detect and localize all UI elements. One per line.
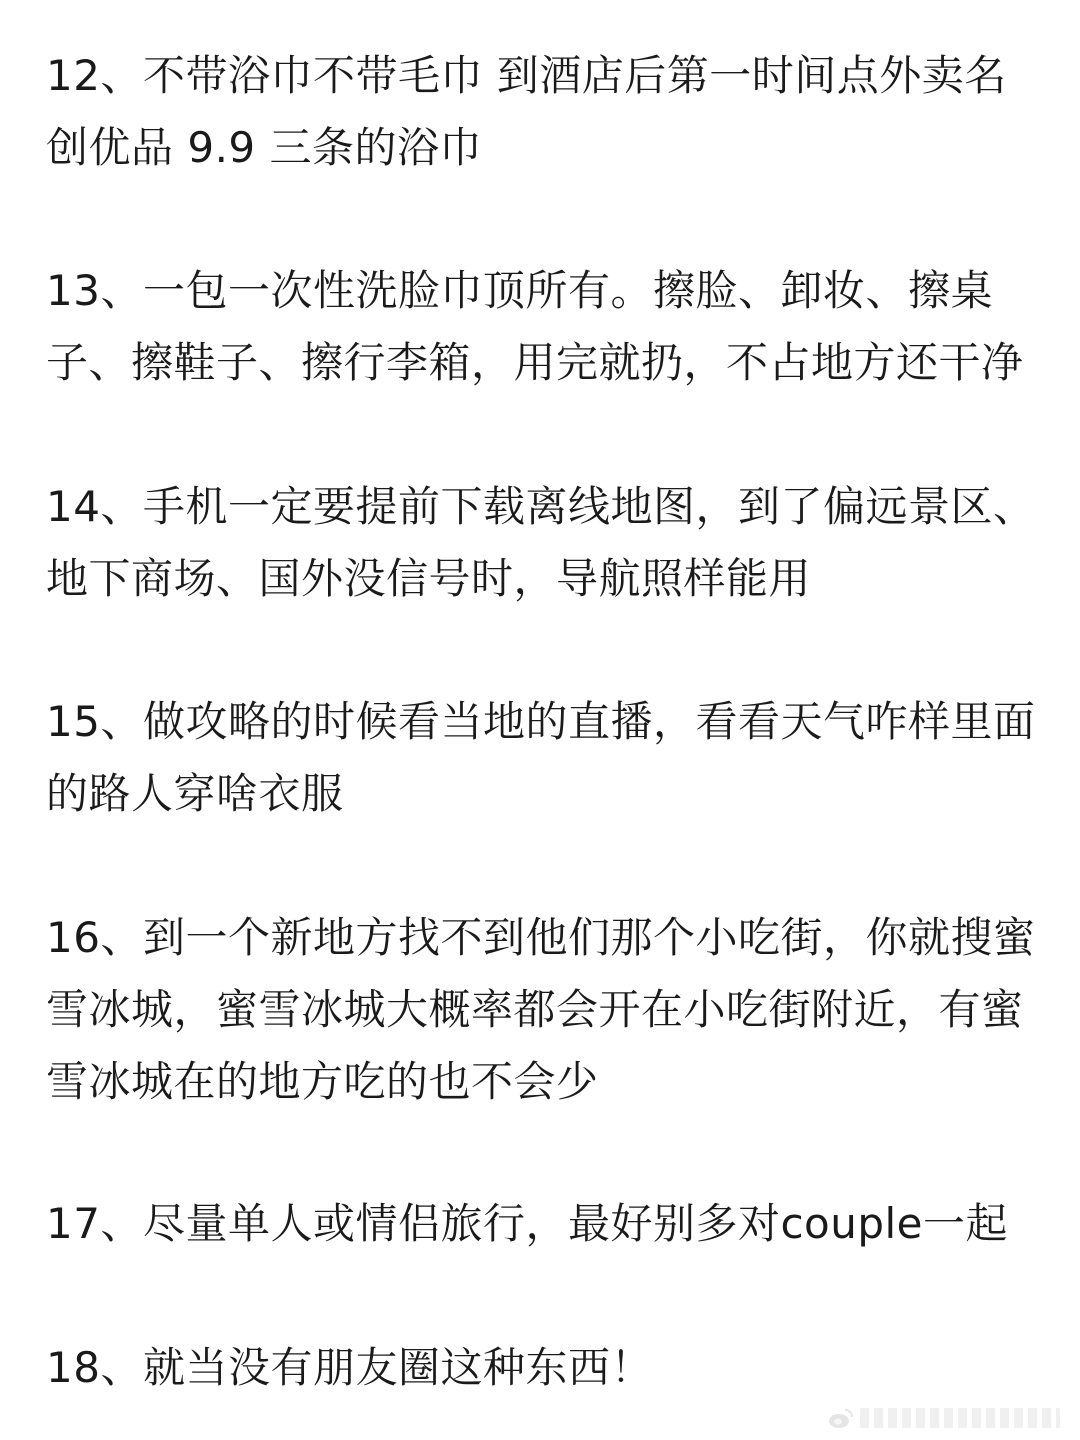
tip-13-line-2: 子、擦鞋子、擦行李箱，用完就扔，不占地方还干净 <box>46 338 1024 387</box>
tip-18-line-1: 18、就当没有朋友圈这种东西！ <box>46 1343 653 1392</box>
tip-15-line-1: 15、做攻略的时候看当地的直播，看看天气咋样里面 <box>46 697 1036 746</box>
tip-17-line-1: 17、尽量单人或情侣旅行，最好别多对couple一起 <box>46 1199 1009 1248</box>
watermark-text-blur <box>860 1408 1060 1428</box>
tip-15-line-2: 的路人穿啥衣服 <box>46 769 344 818</box>
tip-16-line-2: 雪冰城，蜜雪冰城大概率都会开在小吃街附近，有蜜 <box>46 985 1024 1034</box>
tip-14-line-1: 14、手机一定要提前下载离线地图，到了偏远景区、 <box>46 482 1036 531</box>
watermark <box>828 1404 1068 1432</box>
tip-14-line-2: 地下商场、国外没信号时，导航照样能用 <box>46 554 812 603</box>
tip-13-line-1: 13、一包一次性洗脸巾顶所有。擦脸、卸妆、擦桌 <box>46 266 993 315</box>
tip-12-line-1: 12、不带浴巾不带毛巾 到酒店后第一时间点外卖名 <box>46 51 1007 100</box>
weibo-logo-icon <box>828 1407 854 1429</box>
tip-12-line-2: 创优品 9.9 三条的浴巾 <box>46 123 482 172</box>
tip-16-line-3: 雪冰城在的地方吃的也不会少 <box>46 1057 599 1106</box>
tip-16-line-1: 16、到一个新地方找不到他们那个小吃街，你就搜蜜 <box>46 913 1036 962</box>
